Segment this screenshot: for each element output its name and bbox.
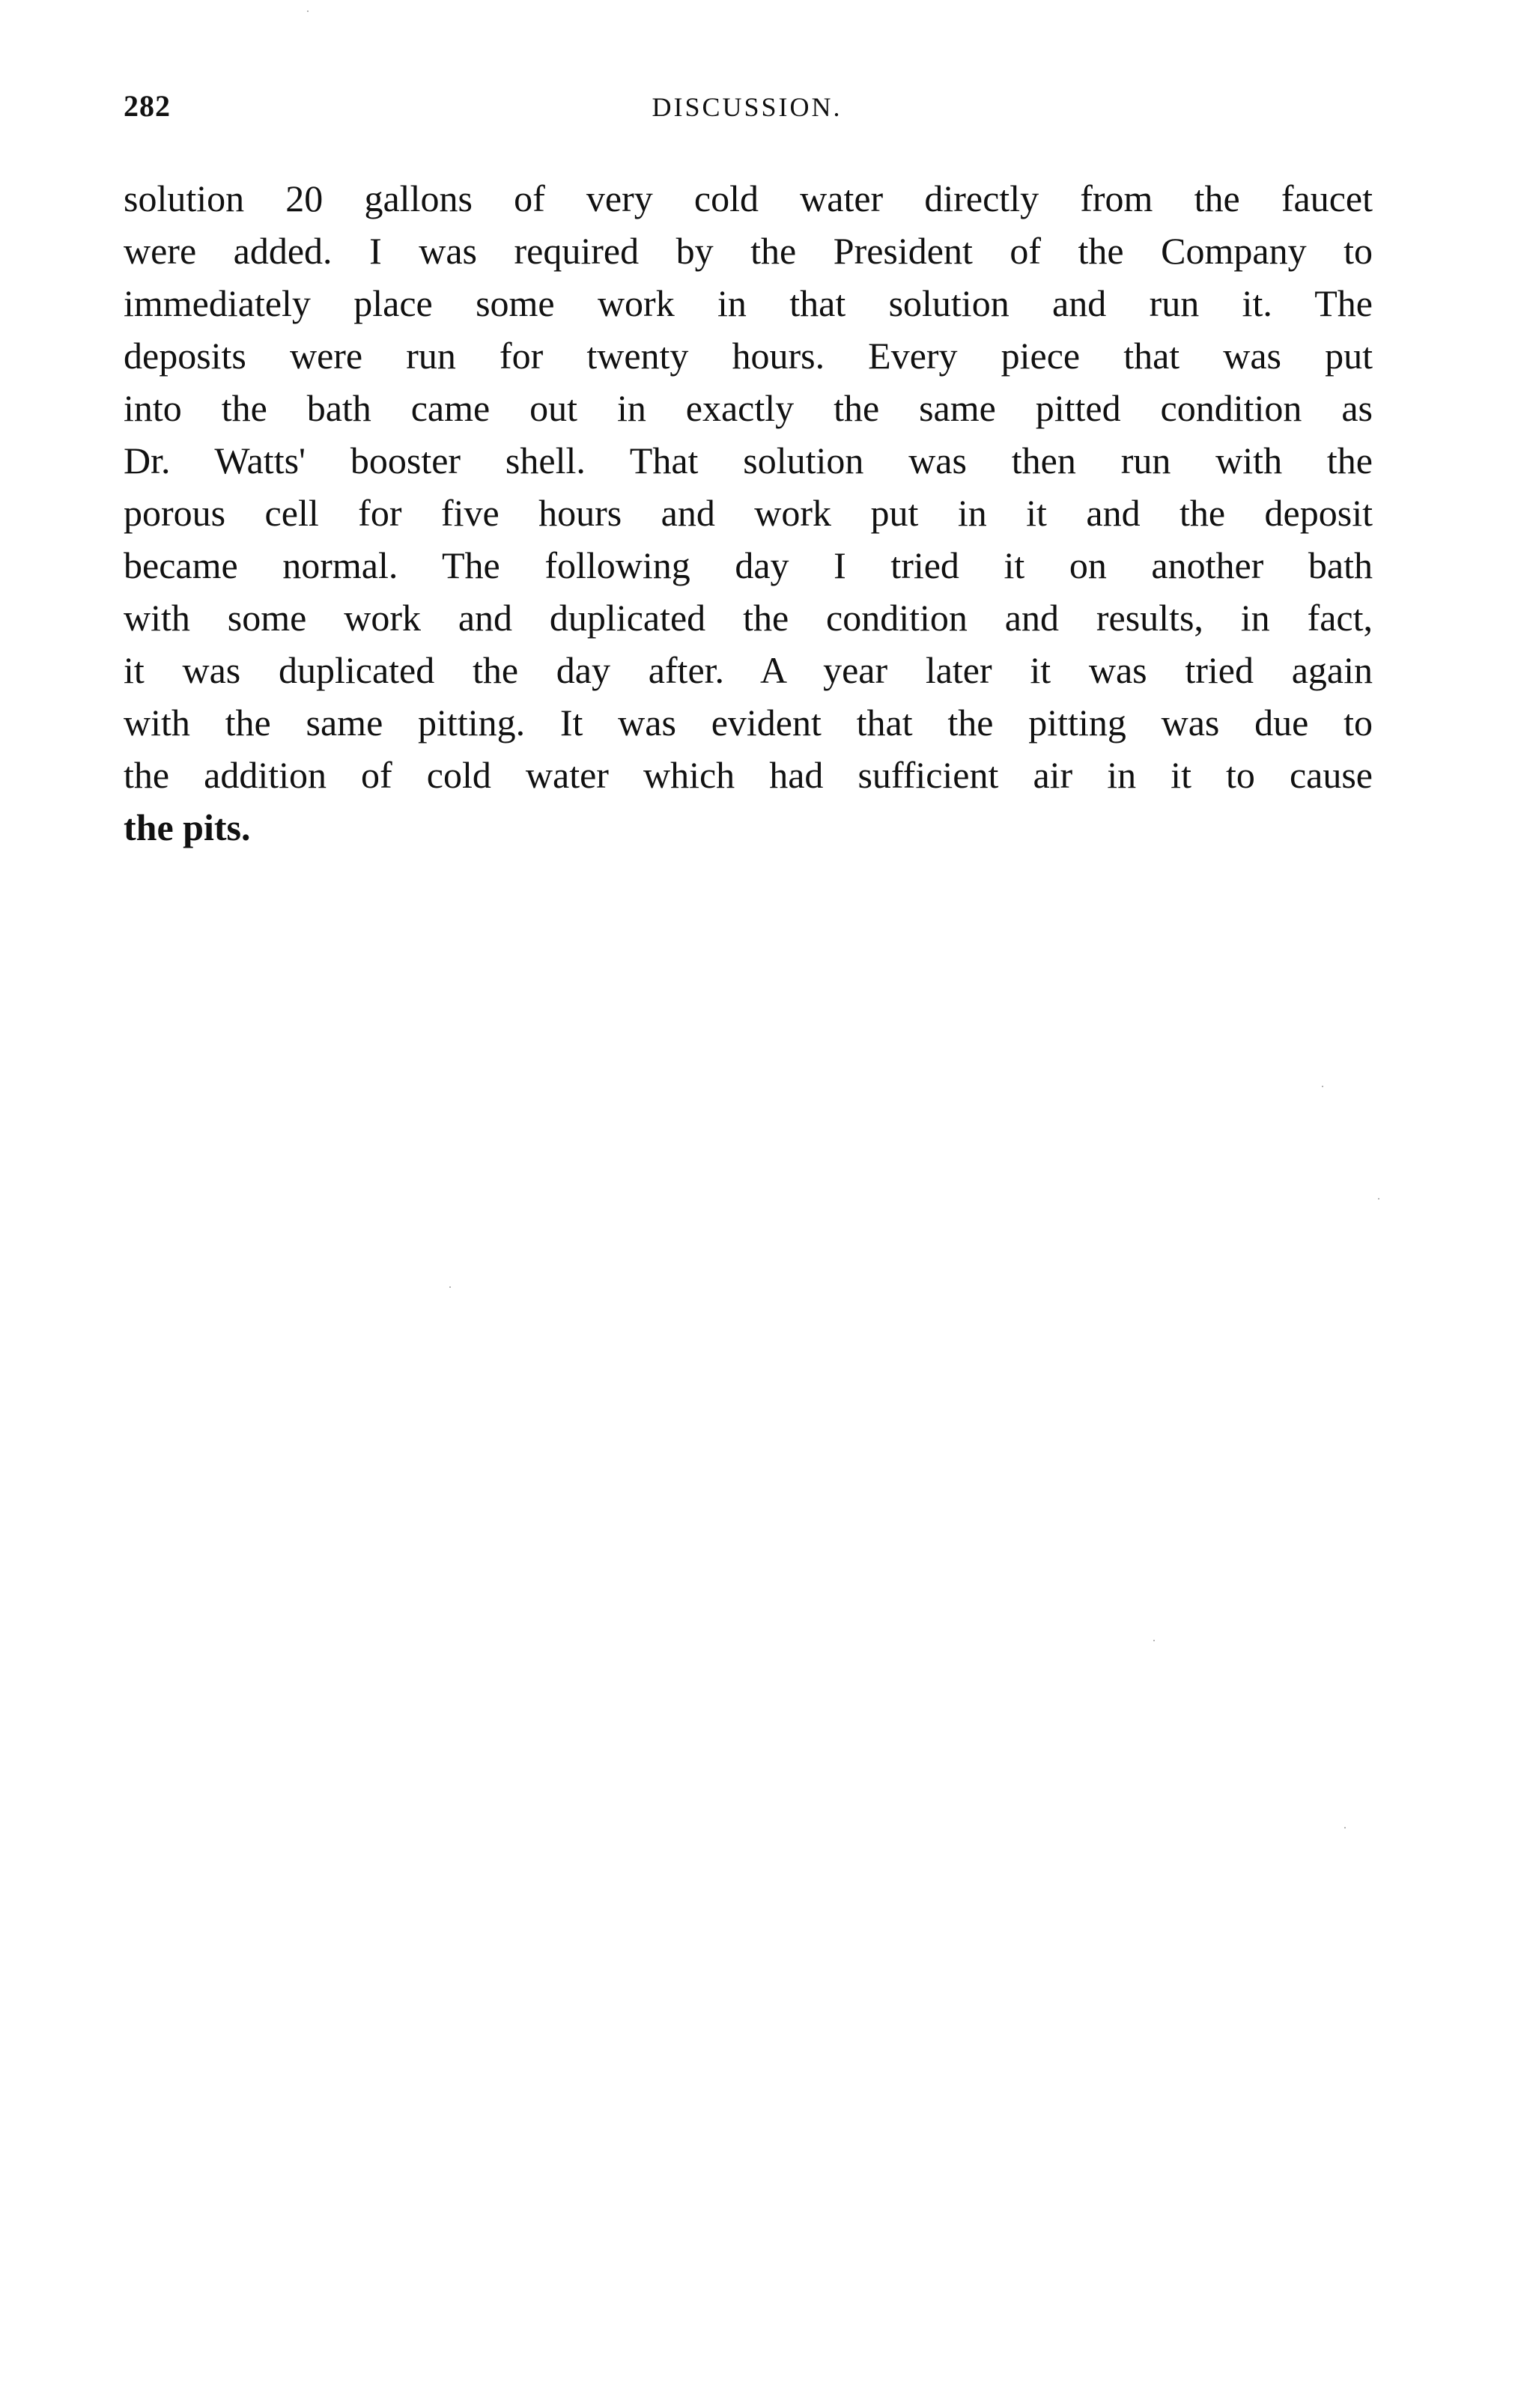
text-line: it was duplicated the day after. A year later it was tried again: [124, 649, 1373, 691]
text-line: were added. I was required by the President of the Company to: [124, 230, 1373, 272]
text-line: porous cell for five hours and work put in it and the deposit: [124, 492, 1373, 534]
running-title: DISCUSSION.: [652, 92, 842, 122]
body-paragraph: [124, 172, 1373, 854]
scan-speck: [1378, 1198, 1379, 1200]
text-line: immediately place some work in that solution and run it. The: [124, 282, 1373, 324]
text-line: Dr. Watts' booster shell. That solution was then run with the: [124, 440, 1373, 481]
text-line: with the same pitting. It was evident that the pitting was due to: [124, 702, 1373, 744]
text-line: solution 20 gallons of very cold water directly from the faucet: [124, 177, 1373, 219]
scan-speck: [1153, 1640, 1155, 1641]
text-line: into the bath came out in exactly the same pitted condition as: [124, 387, 1373, 429]
page-number: 282: [124, 89, 171, 123]
text-line: deposits were run for twenty hours. Every piece that was put: [124, 335, 1373, 377]
text-line: with some work and duplicated the condition and results, in fact,: [124, 597, 1373, 639]
scan-speck: [307, 10, 309, 12]
text-line: the pits.: [124, 806, 251, 848]
scan-speck: [1344, 1827, 1346, 1828]
running-head: [124, 88, 1370, 133]
scan-speck: [449, 1286, 451, 1288]
text-line: became normal. The following day I tried it on another bath: [124, 544, 1373, 586]
text-line: the addition of cold water which had sufficient air in it to cause: [124, 754, 1373, 796]
scan-speck: [1322, 1086, 1323, 1087]
